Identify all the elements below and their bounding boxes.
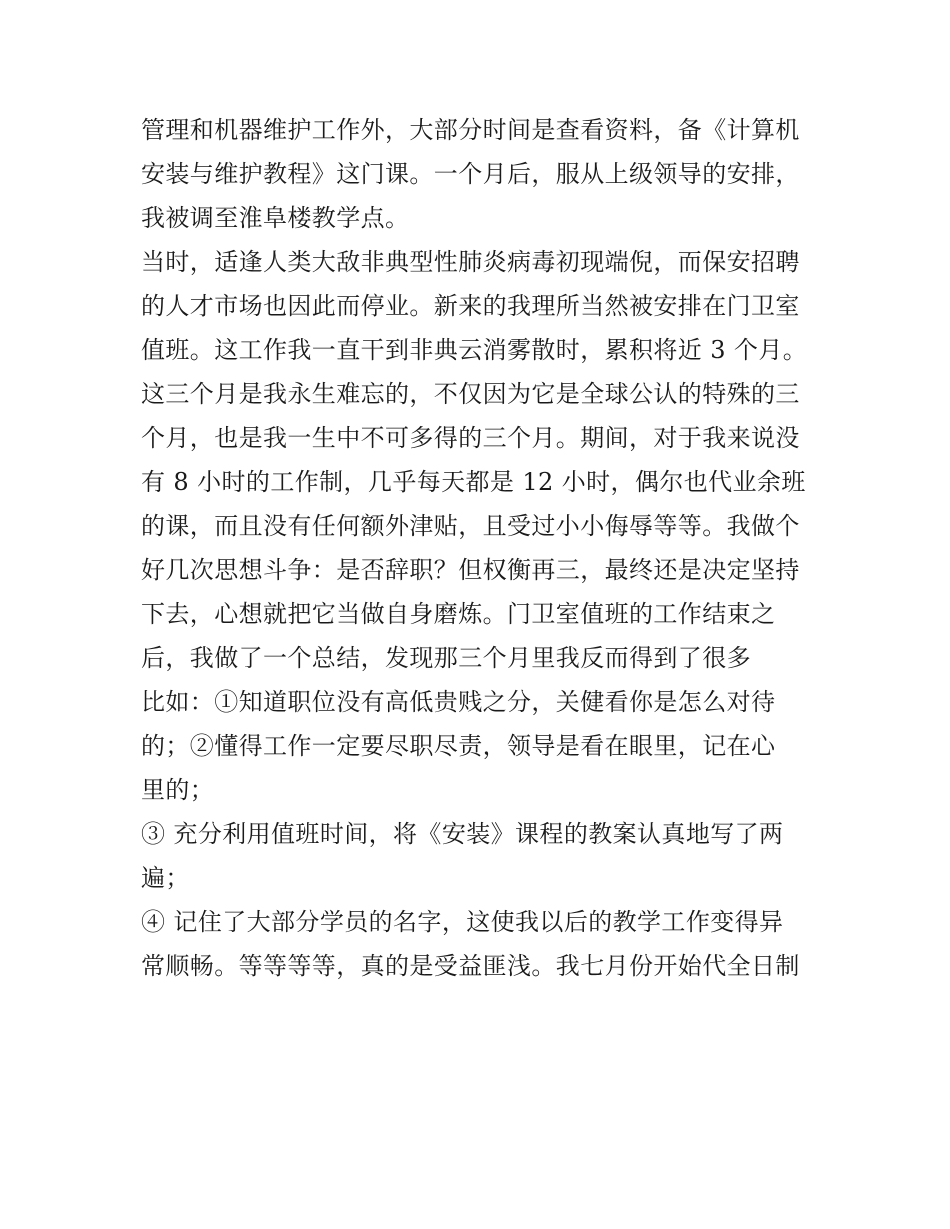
text-line: 比如：①知道职位没有高低贵贱之分，关健看你是怎么对待 xyxy=(141,688,776,716)
text-line: 后，我做了一个总结，发现那三个月里我反而得到了很多 xyxy=(141,644,751,672)
text-line: 好几次思想斗争：是否辞职？但权衡再三，最终还是决定坚持 xyxy=(141,556,800,584)
text-line: ④ 记住了大部分学员的名字，这使我以后的教学工作变得异 xyxy=(141,908,784,936)
text-line: ③ 充分利用值班时间，将《安装》课程的教案认真地写了两 xyxy=(141,820,784,848)
text-line: 我被调至淮阜楼教学点。 xyxy=(141,204,410,232)
body-text xyxy=(141,108,821,988)
text-line: 当时，适逢人类大敌非典型性肺炎病毒初现端倪，而保安招聘 xyxy=(141,248,800,276)
text-line: 个月，也是我一生中不可多得的三个月。期间，对于我来说没 xyxy=(141,424,800,452)
text-line: 常顺畅。等等等等，真的是受益匪浅。我七月份开始代全日制 xyxy=(141,952,800,980)
text-line: 里的； xyxy=(141,776,215,804)
text-line: 下去，心想就把它当做自身磨炼。门卫室值班的工作结束之 xyxy=(141,600,776,628)
text-line: 安装与维护教程》这门课。一个月后，服从上级领导的安排， xyxy=(141,160,800,188)
text-line: 的人才市场也因此而停业。新来的我理所当然被安排在门卫室 xyxy=(141,292,800,320)
text-line: 这三个月是我永生难忘的，不仅因为它是全球公认的特殊的三 xyxy=(141,380,800,408)
text-line: 遍； xyxy=(141,864,190,892)
text-line: 管理和机器维护工作外，大部分时间是查看资料，备《计算机 xyxy=(141,116,800,144)
text-line: 的；②懂得工作一定要尽职尽责，领导是看在眼里，记在心 xyxy=(141,732,776,760)
text-line: 的课，而且没有任何额外津贴，且受过小小侮辱等等。我做个 xyxy=(141,512,800,540)
text-line: 有 8 小时的工作制，几乎每天都是 12 小时，偶尔也代业余班 xyxy=(141,468,806,496)
text-line: 值班。这工作我一直干到非典云消雾散时，累积将近 3 个月。 xyxy=(141,336,808,364)
